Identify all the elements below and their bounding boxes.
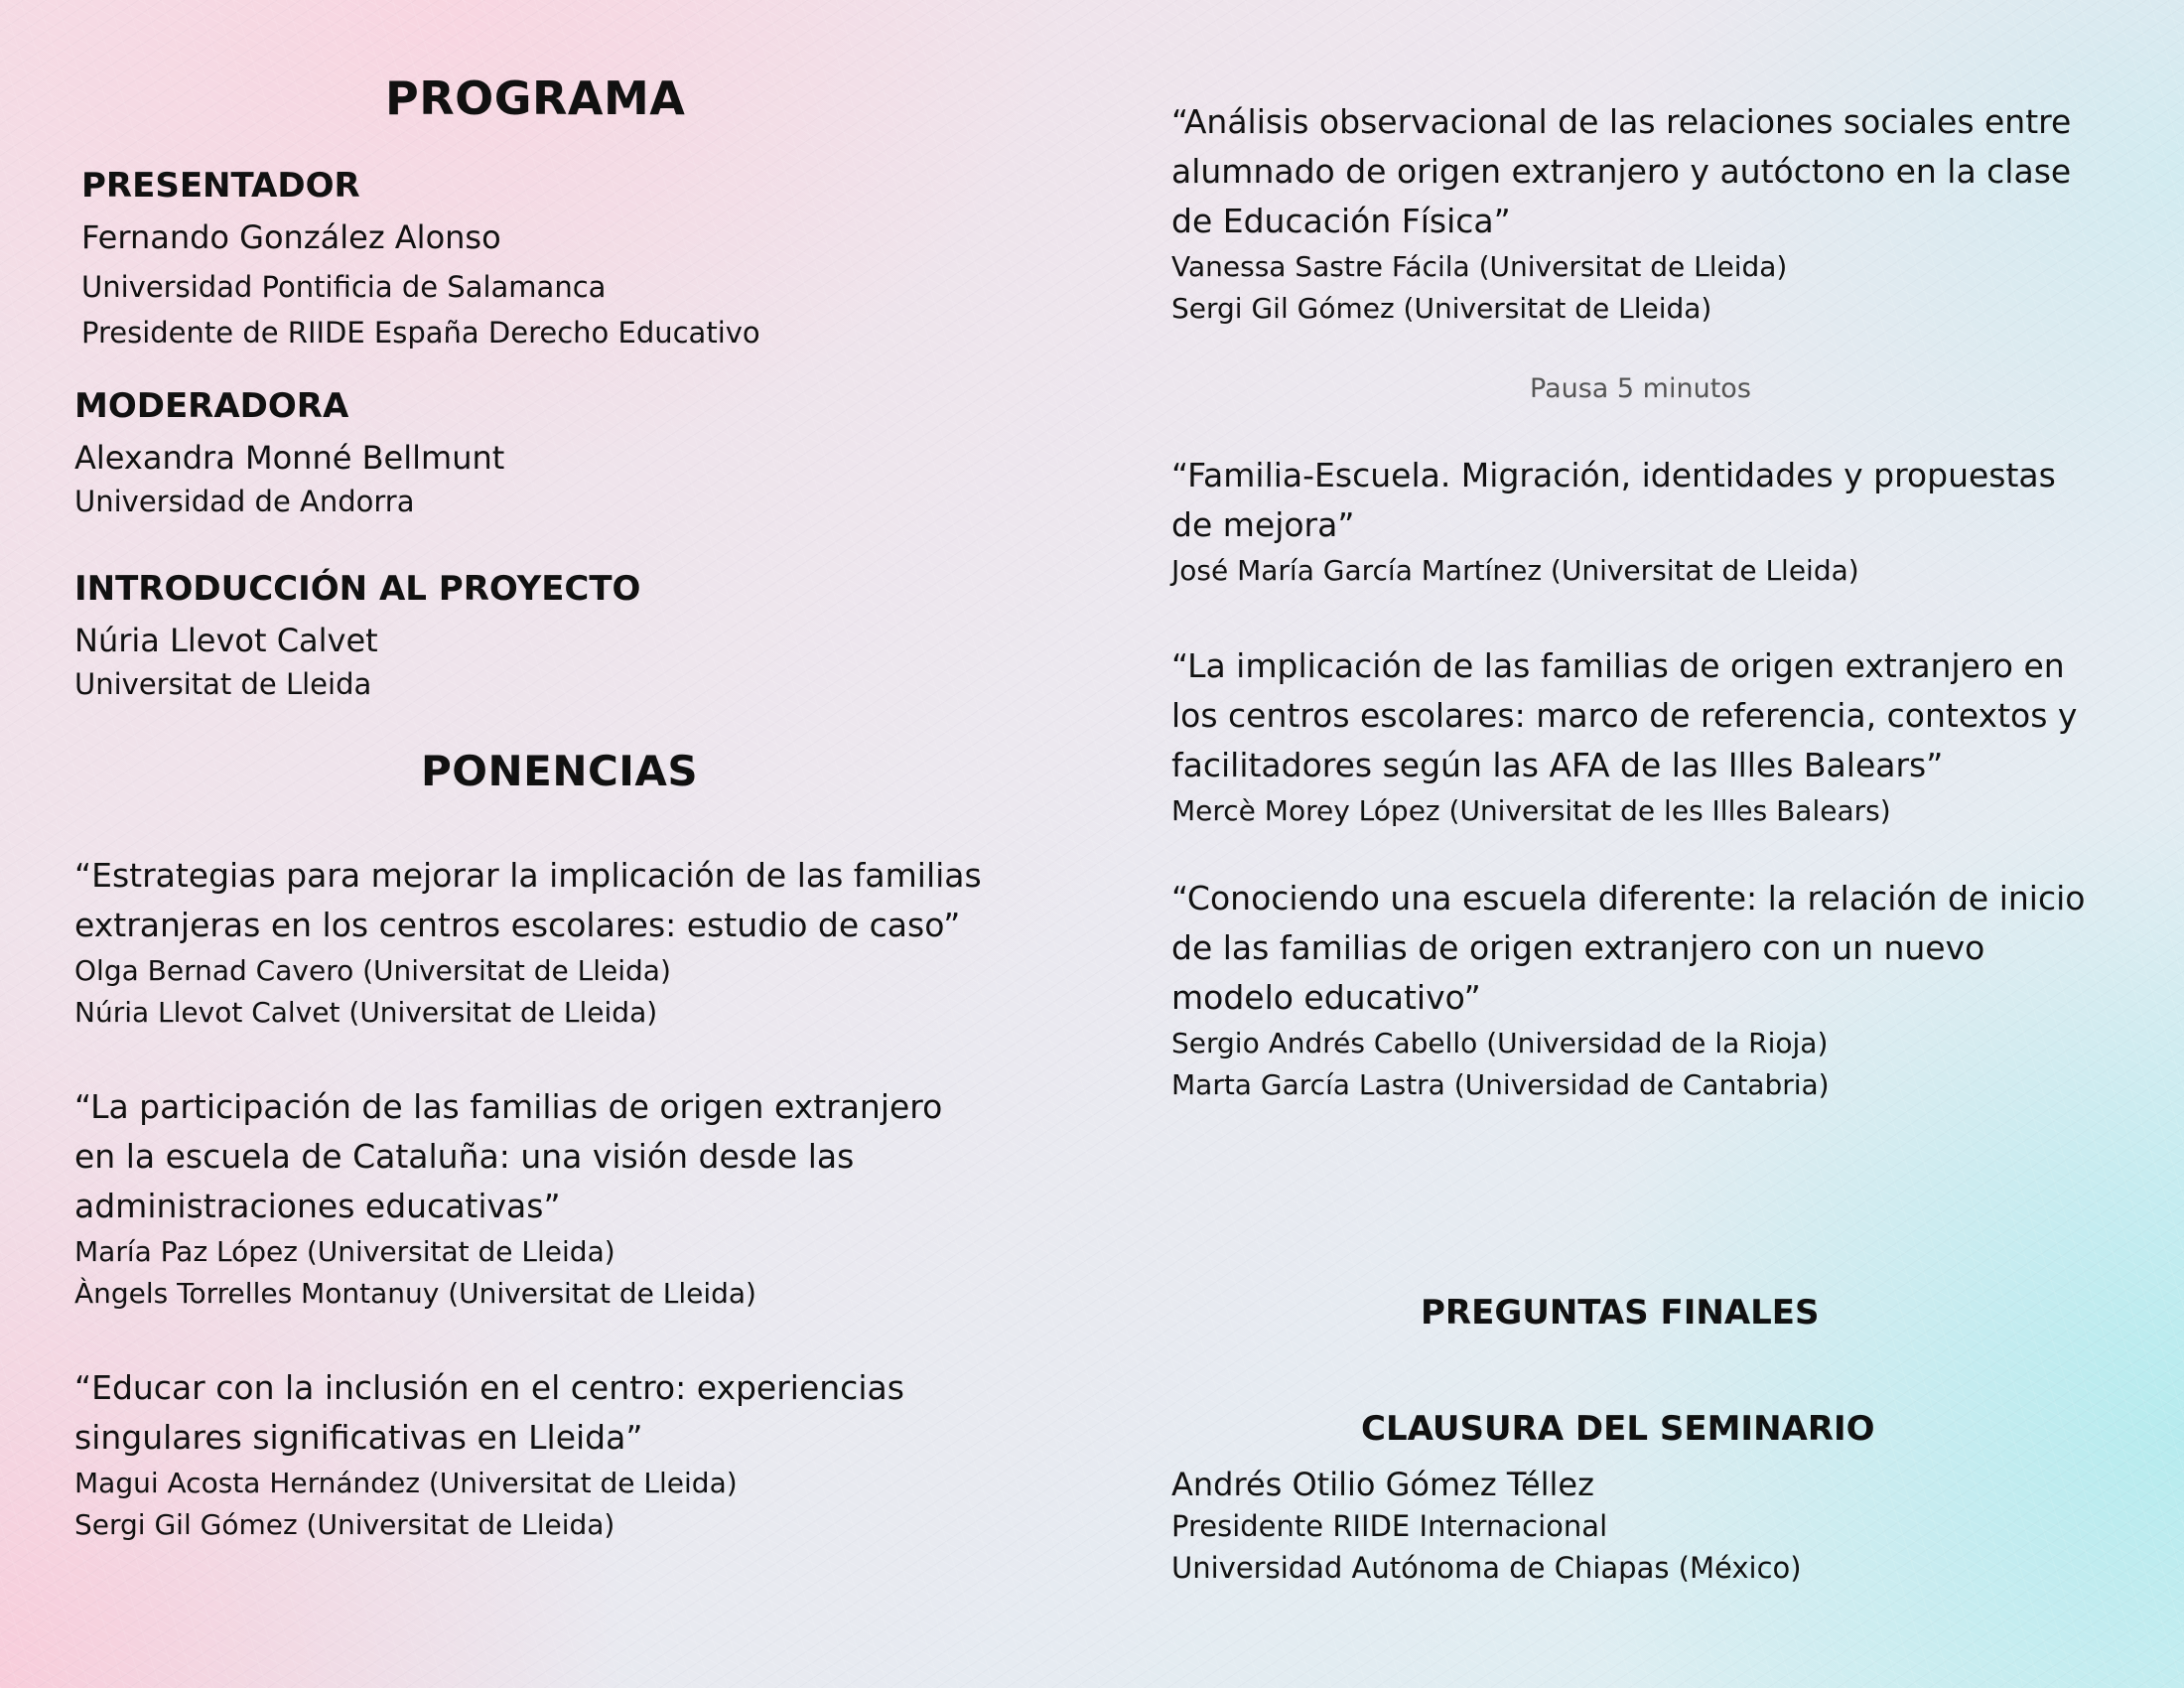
pausa-note: Pausa 5 minutos [1530, 373, 1751, 404]
ponencia-title-line: administraciones educativas” [74, 1187, 561, 1225]
ponencia-author: Mercè Morey López (Universitat de les Illes Balears) [1171, 794, 1891, 827]
ponencia-author: Àngels Torrelles Montanuy (Universitat de Lleida) [74, 1277, 756, 1310]
presentador-role: Presidente de RIIDE España Derecho Educativo [81, 316, 760, 350]
ponencia-title-line: extranjeras en los centros escolares: estudio de caso” [74, 906, 961, 944]
ponencia-item [74, 851, 982, 1034]
clausura-role: Presidente RIIDE Internacional [1171, 1509, 1608, 1543]
ponencia-title-line: modelo educativo” [1171, 978, 1481, 1017]
ponencia-item [1171, 641, 2077, 832]
ponencia-author: Sergio Andrés Cabello (Universidad de la Rioja) [1171, 1027, 1829, 1059]
ponencias-title: PONENCIAS [421, 747, 699, 795]
ponencia-item [74, 1363, 904, 1546]
introduccion-heading: INTRODUCCIÓN AL PROYECTO [74, 569, 641, 609]
ponencia-author: Sergi Gil Gómez (Universitat de Lleida) [74, 1508, 615, 1541]
introduccion-name: Núria Llevot Calvet [74, 622, 378, 659]
presentador-heading: PRESENTADOR [81, 166, 360, 206]
ponencia-title-line: facilitadores según las AFA de las Illes Balears” [1171, 746, 1944, 784]
ponencia-title-line: en la escuela de Cataluña: una visión desde las [74, 1137, 855, 1176]
ponencia-item [1171, 451, 2056, 592]
ponencia-title-line: “La implicación de las familias de origen extranjero en [1171, 646, 2065, 685]
ponencia-author: Sergi Gil Gómez (Universitat de Lleida) [1171, 292, 1712, 325]
ponencia-author: Olga Bernad Cavero (Universitat de Lleida) [74, 954, 671, 987]
presentador-name: Fernando González Alonso [81, 218, 501, 256]
ponencia-author: Núria Llevot Calvet (Universitat de Lleida) [74, 996, 658, 1029]
ponencia-title-line: “Conociendo una escuela diferente: la relación de inicio [1171, 879, 2086, 917]
clausura-heading: CLAUSURA DEL SEMINARIO [1361, 1409, 1875, 1449]
ponencia-author: Vanessa Sastre Fácila (Universitat de Lleida) [1171, 250, 1788, 283]
ponencia-title-line: “Estrategias para mejorar la implicación de las familias [74, 856, 982, 895]
ponencia-author: José María García Martínez (Universitat de Lleida) [1171, 554, 1859, 587]
ponencia-author: María Paz López (Universitat de Lleida) [74, 1235, 615, 1268]
ponencia-title-line: de mejora” [1171, 505, 1355, 544]
ponencia-title-line: alumnado de origen extranjero y autóctono en la clase [1171, 152, 2072, 191]
ponencia-title-line: “Educar con la inclusión en el centro: experiencias [74, 1368, 904, 1407]
introduccion-affiliation: Universitat de Lleida [74, 667, 372, 701]
ponencia-title-line: de las familias de origen extranjero con un nuevo [1171, 928, 1985, 967]
ponencia-title-line: singulares significativas en Lleida” [74, 1418, 643, 1457]
ponencia-title-line: “Análisis observacional de las relaciones sociales entre [1171, 102, 2072, 141]
ponencia-item [1171, 97, 2071, 330]
ponencia-title-line: los centros escolares: marco de referencia, contextos y [1171, 696, 2078, 735]
ponencia-item [1171, 874, 2085, 1106]
moderadora-affiliation: Universidad de Andorra [74, 485, 415, 518]
preguntas-finales-heading: PREGUNTAS FINALES [1421, 1293, 1820, 1333]
ponencia-title-line: “La participación de las familias de origen extranjero [74, 1087, 943, 1126]
programa-title: PROGRAMA [385, 71, 686, 125]
ponencia-title-line: “Familia-Escuela. Migración, identidades y propuestas [1171, 456, 2056, 494]
clausura-affiliation: Universidad Autónoma de Chiapas (México) [1171, 1551, 1802, 1585]
ponencia-title-line: de Educación Física” [1171, 202, 1511, 240]
ponencia-author: Marta García Lastra (Universidad de Cantabria) [1171, 1068, 1830, 1101]
ponencia-item [74, 1082, 942, 1315]
presentador-affiliation: Universidad Pontificia de Salamanca [81, 270, 607, 304]
moderadora-heading: MODERADORA [74, 386, 349, 426]
ponencia-author: Magui Acosta Hernández (Universitat de Lleida) [74, 1467, 738, 1499]
clausura-name: Andrés Otilio Gómez Téllez [1171, 1466, 1594, 1503]
moderadora-name: Alexandra Monné Bellmunt [74, 439, 505, 477]
